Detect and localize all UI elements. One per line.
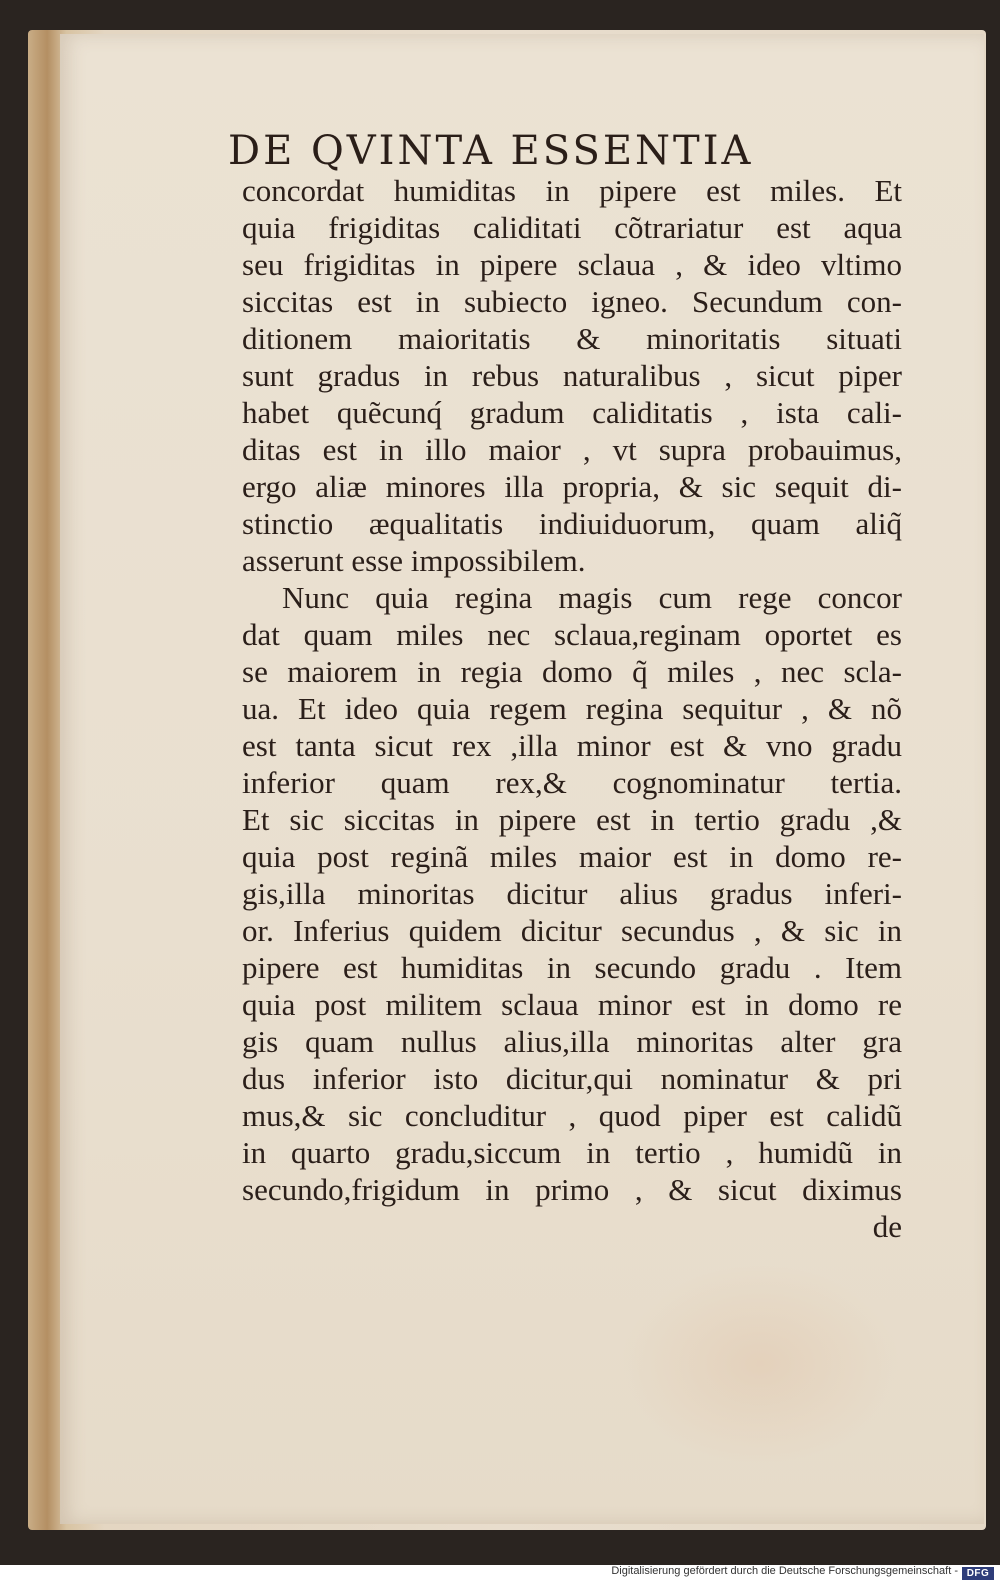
text-line: siccitas est in subiecto igneo. Secundum con- — [242, 284, 902, 319]
text-line: dus inferior isto dicitur,qui nominatur & pri — [242, 1061, 902, 1096]
text-line: habet quẽcunq́ gradum caliditatis , ista cali- — [242, 395, 902, 430]
text-line: gis quam nullus alius,illa minoritas alter gra — [242, 1024, 902, 1059]
text-line: ergo aliæ minores illa propria, & sic sequit di- — [242, 469, 902, 504]
text-line-paragraph-start: Nunc quia regina magis cum rege concor — [282, 580, 902, 615]
digitization-footer — [0, 1565, 1000, 1583]
text-line: stinctio æqualitatis indiuiduorum, quam aliq̃ — [242, 506, 902, 541]
text-line: asserunt esse impossibilem. — [242, 543, 586, 578]
text-line: dat quam miles nec sclaua,reginam oportet es — [242, 617, 902, 652]
text-line: sunt gradus in rebus naturalibus , sicut piper — [242, 358, 902, 393]
text-line: quia post reginã miles maior est in domo re- — [242, 839, 902, 874]
body-text — [242, 172, 902, 1245]
text-line: Et sic siccitas in pipere est in tertio gradu ,& — [242, 802, 902, 837]
dfg-logo-icon: DFG — [962, 1567, 994, 1580]
text-line: pipere est humiditas in secundo gradu . Item — [242, 950, 902, 985]
text-line: ua. Et ideo quia regem regina sequitur , & nõ — [242, 691, 902, 726]
text-line: secundo,frigidum in primo , & sicut diximus — [242, 1172, 902, 1207]
text-line: quia post militem sclaua minor est in domo re — [242, 987, 902, 1022]
text-line: in quarto gradu,siccum in tertio , humidũ in — [242, 1135, 902, 1170]
text-line: ditionem maioritatis & minoritatis situati — [242, 321, 902, 356]
text-line: gis,illa minoritas dicitur alius gradus inferi- — [242, 876, 902, 911]
text-line: seu frigiditas in pipere sclaua , & ideo vltimo — [242, 247, 902, 282]
text-line: mus,& sic concluditur , quod piper est calidũ — [242, 1098, 902, 1133]
text-line: est tanta sicut rex ,illa minor est & vno gradu — [242, 728, 902, 763]
text-line: quia frigiditas caliditati cõtrariatur est aqua — [242, 210, 902, 245]
paper-stain — [620, 1264, 900, 1464]
text-line: ditas est in illo maior , vt supra probauimus, — [242, 432, 902, 467]
text-line: concordat humiditas in pipere est miles. Et — [242, 173, 902, 208]
text-line: inferior quam rex,& cognominatur tertia. — [242, 765, 902, 800]
running-head: DE QVINTA ESSENTIA — [228, 128, 754, 174]
catchword: de — [872, 1209, 902, 1244]
funding-credit: Digitalisierung gefördert durch die Deutsche Forschungsgemeinschaft - — [611, 1565, 958, 1577]
text-line: or. Inferius quidem dicitur secundus , & sic in — [242, 913, 902, 948]
text-line: se maiorem in regia domo q̃ miles , nec scla- — [242, 654, 902, 689]
